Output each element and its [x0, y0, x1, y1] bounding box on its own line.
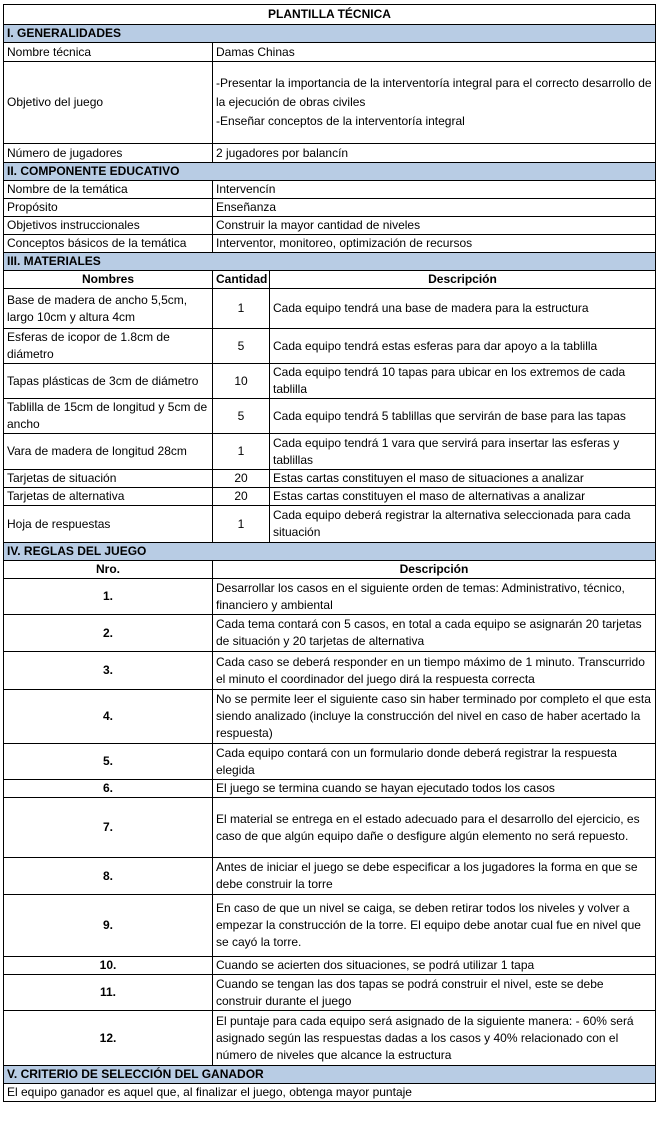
- info-value: Interventor, monitoreo, optimización de recursos: [213, 235, 656, 253]
- col-header-nro: Nro.: [4, 561, 213, 579]
- rule-row: [4, 690, 656, 744]
- material-qty: 5: [213, 329, 270, 364]
- rule-number: 1.: [4, 579, 213, 615]
- rule-number: 8.: [4, 858, 213, 895]
- section-row: [4, 253, 656, 271]
- material-name: Base de madera de ancho 5,5cm, largo 10cm y altura 4cm: [4, 289, 213, 329]
- rule-desc: El puntaje para cada equipo será asignado de la siguiente manera: - 60% será asignado según las respuestas dadas a los casos y 40% relacionado con el número de niveles que alcance la estructura: [213, 1011, 656, 1066]
- rule-row: [4, 858, 656, 895]
- info-row: [4, 144, 656, 163]
- material-row: [4, 488, 656, 506]
- material-desc: Cada equipo tendrá una base de madera para la estructura: [270, 289, 656, 329]
- material-qty: 1: [213, 289, 270, 329]
- rule-row: [4, 895, 656, 957]
- rule-desc: No se permite leer el siguiente caso sin haber terminado por completo el que esta siendo analizado (incluye la construcción del nivel en caso de haber acertado la respuesta): [213, 690, 656, 744]
- info-row: [4, 235, 656, 253]
- material-name: Esferas de icopor de 1.8cm de diámetro: [4, 329, 213, 364]
- rule-row: [4, 798, 656, 858]
- rule-number: 5.: [4, 744, 213, 780]
- rule-number: 9.: [4, 895, 213, 957]
- info-value: Intervencín: [213, 181, 656, 199]
- info-label: Objetivos instruccionales: [4, 217, 213, 235]
- col-header-descripcion: Descripción: [270, 271, 656, 289]
- rule-number: 3.: [4, 652, 213, 690]
- rule-desc: Desarrollar los casos en el siguiente orden de temas: Administrativo, técnico, financiero y ambiental: [213, 579, 656, 615]
- page-title: PLANTILLA TÉCNICA: [4, 5, 656, 25]
- info-value: Damas Chinas: [213, 43, 656, 62]
- material-name: Vara de madera de longitud 28cm: [4, 434, 213, 470]
- material-name: Hoja de respuestas: [4, 506, 213, 543]
- material-row: [4, 289, 656, 329]
- section-reglas-title: IV. REGLAS DEL JUEGO: [4, 543, 656, 561]
- info-row: [4, 181, 656, 199]
- info-value: 2 jugadores por balancín: [213, 144, 656, 163]
- material-desc: Estas cartas constituyen el maso de alternativas a analizar: [270, 488, 656, 506]
- section-row: [4, 25, 656, 43]
- material-desc: Cada equipo tendrá 10 tapas para ubicar en los extremos de cada tablilla: [270, 364, 656, 399]
- material-row: [4, 470, 656, 488]
- info-label: Conceptos básicos de la temática: [4, 235, 213, 253]
- col-header-nombres: Nombres: [4, 271, 213, 289]
- technical-template-sheet: [3, 4, 655, 1102]
- info-value: -Presentar la importancia de la interventoría integral para el correcto desarrollo de la ejecución de obras civiles -Enseñar conceptos de la interventoría integral: [213, 62, 656, 144]
- material-row: [4, 364, 656, 399]
- material-name: Tarjetas de alternativa: [4, 488, 213, 506]
- material-qty: 1: [213, 434, 270, 470]
- material-qty: 20: [213, 470, 270, 488]
- section-row: [4, 543, 656, 561]
- material-desc: Cada equipo tendrá 5 tablillas que servirán de base para las tapas: [270, 399, 656, 434]
- section-row: [4, 163, 656, 181]
- material-qty: 1: [213, 506, 270, 543]
- info-label: Propósito: [4, 199, 213, 217]
- section-generalidades-title: I. GENERALIDADES: [4, 25, 656, 43]
- rule-number: 10.: [4, 957, 213, 975]
- criterion-text: El equipo ganador es aquel que, al finalizar el juego, obtenga mayor puntaje: [4, 1084, 656, 1102]
- template-table: [3, 4, 656, 1102]
- material-row: [4, 329, 656, 364]
- rule-row: [4, 615, 656, 652]
- info-value: Construir la mayor cantidad de niveles: [213, 217, 656, 235]
- rule-desc: Cuando se acierten dos situaciones, se podrá utilizar 1 tapa: [213, 957, 656, 975]
- materials-header-row: [4, 271, 656, 289]
- material-row: [4, 506, 656, 543]
- rule-desc: Cuando se tengan las dos tapas se podrá construir el nivel, este se debe construir durante el juego: [213, 975, 656, 1011]
- info-label: Número de jugadores: [4, 144, 213, 163]
- rule-desc: Cada caso se deberá responder en un tiempo máximo de 1 minuto. Transcurrido el minuto el coordinador del juego dirá la respuesta correcta: [213, 652, 656, 690]
- material-row: [4, 399, 656, 434]
- info-row: [4, 199, 656, 217]
- rule-desc: Antes de iniciar el juego se debe especificar a los jugadores la forma en que se debe construir la torre: [213, 858, 656, 895]
- material-row: [4, 434, 656, 470]
- col-header-cantidad: Cantidad: [213, 271, 270, 289]
- material-qty: 20: [213, 488, 270, 506]
- rule-row: [4, 780, 656, 798]
- rule-desc: El material se entrega en el estado adecuado para el desarrollo del ejercicio, es caso de que algún equipo dañe o desfigure algún elemento no será repuesto.: [213, 798, 656, 858]
- rule-number: 12.: [4, 1011, 213, 1066]
- rule-desc: Cada tema contará con 5 casos, en total a cada equipo se asignarán 20 tarjetas de situación y 20 tarjetas de alternativa: [213, 615, 656, 652]
- rule-row: [4, 744, 656, 780]
- rule-row: [4, 652, 656, 690]
- material-desc: Estas cartas constituyen el maso de situaciones a analizar: [270, 470, 656, 488]
- material-qty: 5: [213, 399, 270, 434]
- section-criterio-title: V. CRITERIO DE SELECCIÓN DEL GANADOR: [4, 1066, 656, 1084]
- col-header-descripcion: Descripción: [213, 561, 656, 579]
- title-row: [4, 5, 656, 25]
- rule-desc: Cada equipo contará con un formulario donde deberá registrar la respuesta elegida: [213, 744, 656, 780]
- rule-number: 11.: [4, 975, 213, 1011]
- rule-desc: En caso de que un nivel se caiga, se deben retirar todos los niveles y volver a empezar la construcción de la torre. El equipo debe anotar cual fue en nivel que se cayó la torre.: [213, 895, 656, 957]
- material-qty: 10: [213, 364, 270, 399]
- rule-desc: El juego se termina cuando se hayan ejecutado todos los casos: [213, 780, 656, 798]
- info-value: Enseñanza: [213, 199, 656, 217]
- rule-number: 2.: [4, 615, 213, 652]
- info-row: [4, 43, 656, 62]
- rule-row: [4, 975, 656, 1011]
- criterion-row: [4, 1084, 656, 1102]
- rules-header-row: [4, 561, 656, 579]
- material-desc: Cada equipo tendrá 1 vara que servirá para insertar las esferas y tablillas: [270, 434, 656, 470]
- section-materiales-title: III. MATERIALES: [4, 253, 656, 271]
- info-row: [4, 217, 656, 235]
- info-label: Nombre técnica: [4, 43, 213, 62]
- rule-row: [4, 957, 656, 975]
- info-row: [4, 62, 656, 144]
- material-name: Tablilla de 15cm de longitud y 5cm de ancho: [4, 399, 213, 434]
- rule-number: 4.: [4, 690, 213, 744]
- material-name: Tarjetas de situación: [4, 470, 213, 488]
- rule-number: 7.: [4, 798, 213, 858]
- info-label: Nombre de la temática: [4, 181, 213, 199]
- rule-row: [4, 1011, 656, 1066]
- material-desc: Cada equipo tendrá estas esferas para dar apoyo a la tablilla: [270, 329, 656, 364]
- section-row: [4, 1066, 656, 1084]
- rule-row: [4, 579, 656, 615]
- rule-number: 6.: [4, 780, 213, 798]
- info-label: Objetivo del juego: [4, 62, 213, 144]
- material-desc: Cada equipo deberá registrar la alternativa seleccionada para cada situación: [270, 506, 656, 543]
- material-name: Tapas plásticas de 3cm de diámetro: [4, 364, 213, 399]
- section-educativo-title: II. COMPONENTE EDUCATIVO: [4, 163, 656, 181]
